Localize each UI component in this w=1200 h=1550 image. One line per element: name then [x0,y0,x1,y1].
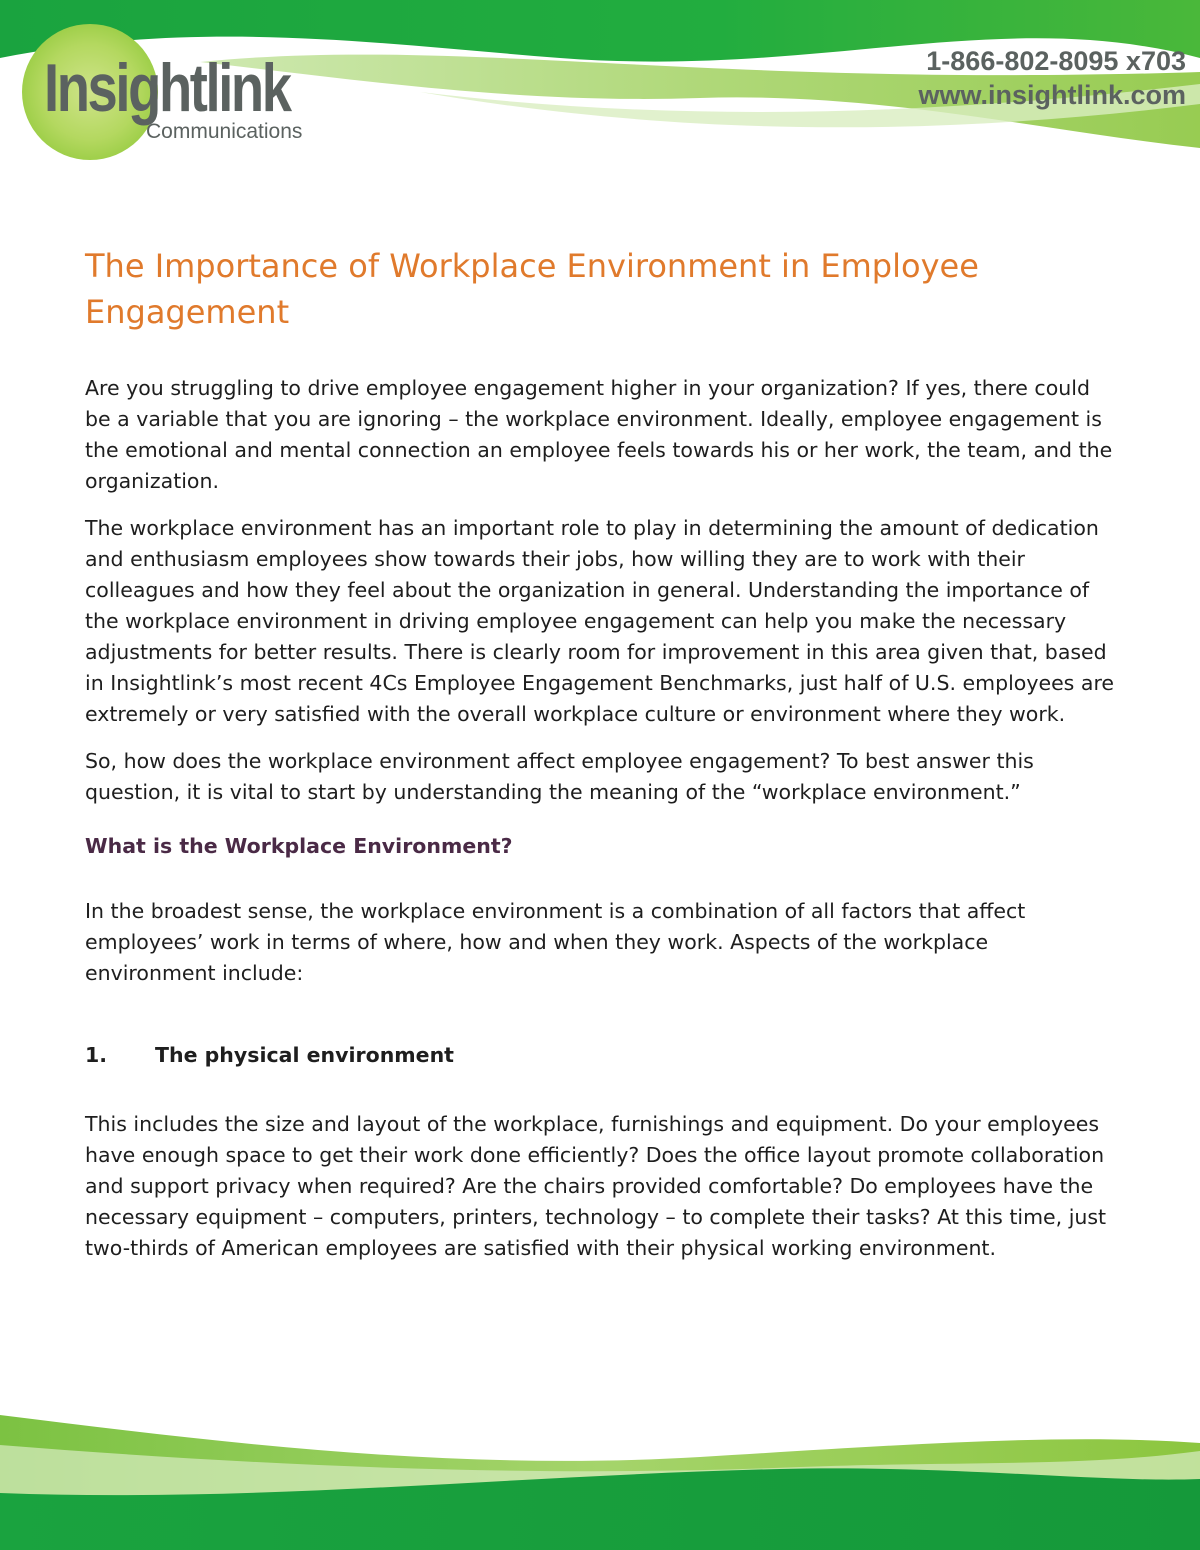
article-title: The Importance of Workplace Environment in Employee Engagement [85,247,979,331]
list-item-heading [85,1041,1115,1069]
list-item-title: The physical environment [155,1043,454,1067]
contact-block [918,44,1186,112]
section-heading: What is the Workplace Environment? [85,834,513,858]
paragraph-intro: Are you struggling to drive employee engagement higher in your organization? If yes, there could be a variable that you are ignoring – the workplace environment. Ideally, employee engagement is the emotional and mental connection an employee feels towards his or her work, the team, and the organization. [85,376,1113,493]
article-body [85,243,1115,1280]
footer-swoosh-graphic [0,1405,1200,1550]
paragraph-role: The workplace environment has an important role to play in determining the amount of dedication and enthusiasm employees show towards their jobs, how willing they are to work with their colleagues and how they feel about the organization in general. Understanding the importance of the workplace environment in driving employee engagement can help you make the necessary adjustments for better results. There is clearly room for improvement in this area given that, based in Insightlink’s most recent 4Cs Employee Engagement Benchmarks, just half of U.S. employees are extremely or very satisfied with the overall workplace culture or environment where they work. [85,516,1115,726]
list-item-paragraph: This includes the size and layout of the workplace, furnishings and equipment. Do your employees have enough space to get their work done efficiently? Does the office layout promote collaboration and support privacy when required? Are the chairs provided comfortable? Do employees have the necessary equipment – computers, printers, technology – to complete their tasks? At this time, just two-thirds of American employees are satisfied with their physical working environment. [85,1112,1107,1260]
section-paragraph: In the broadest sense, the workplace environment is a combination of all factors that affect employees’ work in terms of where, how and when they work. Aspects of the workplace environment include: [85,899,1026,985]
logo-wordmark: Insightlink [44,50,290,126]
phone-number: 1-866-802-8095 x703 [926,46,1186,76]
logo-subtitle: Communications [146,120,303,143]
website-url: www.insightlink.com [918,80,1186,110]
list-item-number: 1. [85,1043,108,1067]
paragraph-question: So, how does the workplace environment affect employee engagement? To best answer this question, it is vital to start by understanding the meaning of the “workplace environment.” [85,749,1034,804]
